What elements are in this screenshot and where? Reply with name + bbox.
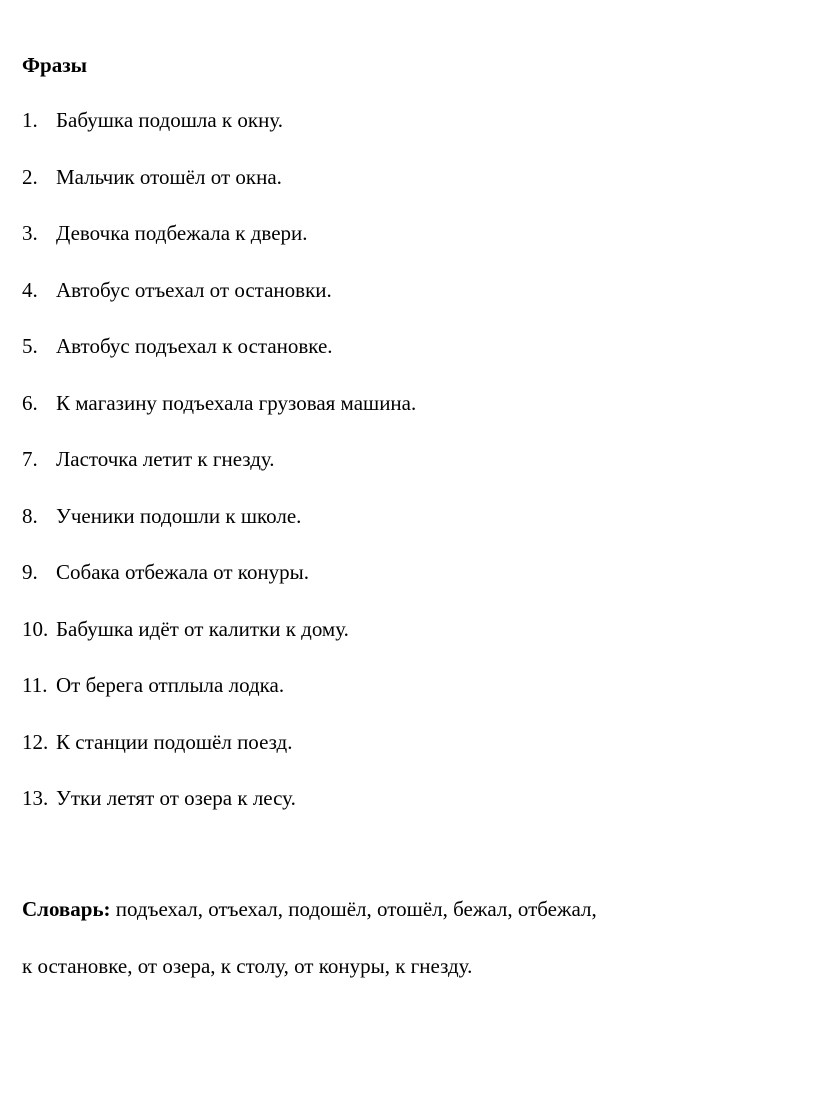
item-text: Утки летят от озера к лесу. [56,786,296,810]
list-item [22,672,416,729]
item-number: 10. [22,616,49,641]
vocabulary-words-continued: к остановке, от озера, к столу, от конуры, к гнезду. [22,954,473,978]
item-text: К магазину подъехала грузовая машина. [56,390,417,415]
item-text: Мальчик отошёл от окна. [56,164,282,189]
item-number: 11. [22,673,48,697]
item-text: Ласточка летит к гнезду. [56,447,275,471]
list-item [22,390,416,447]
list-item [22,164,416,221]
list-item [22,277,416,334]
item-text: Бабушка подошла к окну. [56,108,283,132]
item-text: Автобус отъехал от остановки. [56,277,332,302]
item-number: 3. [22,221,38,245]
item-number: 2. [22,164,38,189]
list-item [22,107,416,164]
item-number: 1. [22,108,38,132]
item-text: Автобус подъехал к остановке. [56,334,333,358]
item-number: 13. [22,786,49,810]
item-text: К станции подошёл поезд. [56,729,293,754]
item-text: Девочка подбежала к двери. [56,221,308,245]
list-item [22,333,416,390]
item-number: 8. [22,503,38,528]
list-item [22,616,416,673]
vocabulary-section [22,896,802,1010]
list-item [22,220,416,277]
item-text: Бабушка идёт от калитки к дому. [56,616,349,641]
item-text: От берега отплыла лодка. [56,673,285,697]
phrase-list [22,107,416,842]
item-number: 7. [22,447,38,471]
list-item [22,503,416,560]
vocabulary-line [22,953,802,1010]
vocabulary-line [22,896,802,953]
item-number: 6. [22,390,38,415]
item-number: 4. [22,277,38,302]
list-item [22,729,416,786]
list-item [22,559,416,616]
vocabulary-words: подъехал, отъехал, подошёл, отошёл, бежал, отбежал, [110,897,597,921]
item-text: Ученики подошли к школе. [56,503,302,528]
item-number: 5. [22,334,38,358]
item-number: 9. [22,560,38,584]
list-item [22,446,416,503]
section-heading: Фразы [22,53,88,77]
list-item [22,785,416,842]
item-text: Собака отбежала от конуры. [56,560,310,584]
vocabulary-label: Словарь: [22,897,111,921]
item-number: 12. [22,729,49,754]
